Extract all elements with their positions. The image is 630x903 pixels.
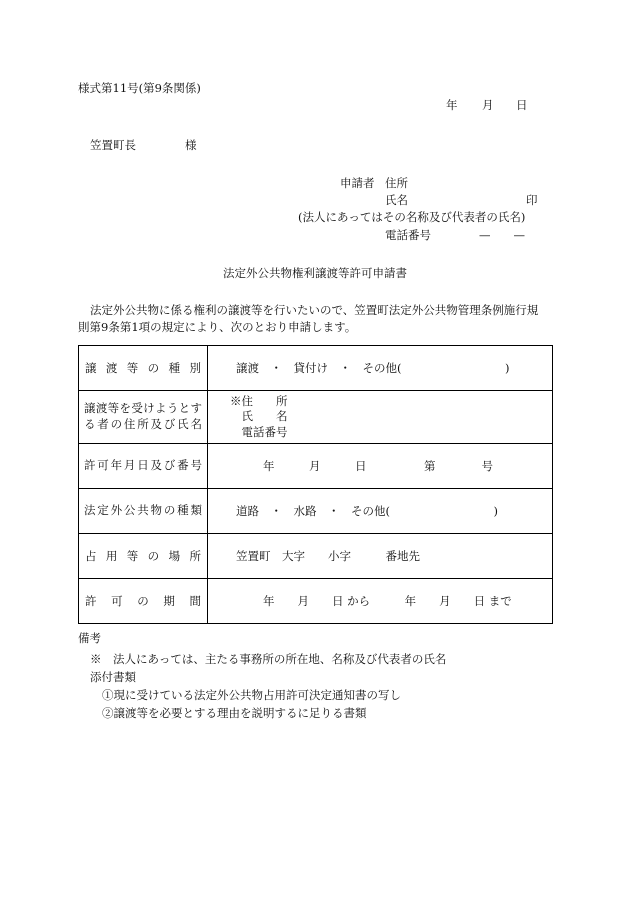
- label-char: の: [147, 361, 160, 375]
- date-month-label: 月: [482, 98, 494, 112]
- applicant-phone-dashes: — —: [479, 228, 525, 242]
- label-char: 許: [85, 594, 97, 608]
- document-title: 法定外公共物権利譲渡等許可申請書: [223, 266, 407, 280]
- label-text: 許可年月日及び番号: [84, 458, 202, 473]
- label-char: 用: [105, 549, 118, 563]
- applicant-label: 申請者: [340, 176, 375, 190]
- body-text-line-2: 則第9条第1項の規定により、次のとおり申請します。: [78, 320, 357, 334]
- transfer-type-value: 譲渡 ・ 貸付け ・ その他( ): [208, 346, 553, 391]
- label-char: 間: [189, 594, 201, 608]
- form-number: 様式第11号(第9条関係): [78, 81, 201, 95]
- label-char: 可: [111, 594, 123, 608]
- label-char: 譲: [85, 361, 97, 375]
- attachment-item-2: ②譲渡等を必要とする理由を説明するに足りる書類: [102, 706, 367, 720]
- label-char: 占: [85, 549, 97, 563]
- transferee-value: [208, 391, 553, 444]
- application-table: [78, 345, 553, 624]
- label-char: 所: [189, 549, 201, 563]
- applicant-name-label: 氏名: [385, 193, 408, 207]
- label-char: 期: [163, 594, 175, 608]
- label-char: の: [147, 549, 160, 563]
- corporate-note: (法人にあってはその名称及び代表者の氏名): [298, 210, 526, 224]
- label-char: 別: [189, 361, 201, 375]
- attachments-heading: 添付書類: [90, 670, 136, 684]
- seal-mark: 印: [526, 193, 538, 207]
- label-char: 等: [126, 549, 139, 563]
- label-char: の: [137, 594, 149, 608]
- public-property-type-value: 道路 ・ 水路 ・ その他( ): [208, 489, 553, 534]
- transferee-phone-label: 電話番号: [230, 424, 288, 439]
- label-char: 渡: [105, 361, 118, 375]
- occupancy-location-value: 笠置町 大字 小字 番地先: [208, 534, 553, 579]
- transferee-address-label: ※住 所: [230, 393, 288, 408]
- table-row: [79, 391, 553, 444]
- permit-period-label: [79, 579, 208, 624]
- public-property-type-label: [79, 489, 208, 534]
- permit-date-number-value: 年 月 日 第 号: [208, 444, 553, 489]
- body-text-line-1: 法定外公共物に係る権利の譲渡等を行いたいので、笠置町法定外公共物管理条例施行規: [90, 303, 539, 317]
- occupancy-location-label: [79, 534, 208, 579]
- table-row: [79, 444, 553, 489]
- table-row: [79, 489, 553, 534]
- attachment-item-1: ①現に受けている法定外公共物占用許可決定通知書の写し: [102, 688, 401, 702]
- label-text: 法定外公共物の種類: [84, 503, 202, 518]
- date-year-label: 年: [446, 98, 458, 112]
- addressee: 笠置町長: [90, 138, 136, 152]
- table-row: [79, 534, 553, 579]
- label-line: 譲渡等を受けようとす: [84, 401, 202, 416]
- label-char: 種: [168, 361, 181, 375]
- applicant-address-label: 住所: [385, 176, 408, 190]
- table-row: [79, 346, 553, 391]
- permit-date-number-label: [79, 444, 208, 489]
- date-day-label: 日: [516, 98, 528, 112]
- label-line: る者の住所及び氏名: [84, 417, 202, 431]
- applicant-phone-label: 電話番号: [385, 228, 431, 242]
- transferee-name-label: 氏 名: [230, 409, 288, 424]
- transfer-type-label: [79, 346, 208, 391]
- label-char: 場: [168, 549, 181, 563]
- transferee-label: [79, 391, 208, 444]
- notes-heading: 備考: [78, 631, 101, 645]
- table-row: [79, 579, 553, 624]
- permit-period-value: 年 月 日 から 年 月 日 まで: [208, 579, 553, 624]
- label-char: 等: [126, 361, 139, 375]
- addressee-honorific: 様: [185, 138, 197, 152]
- notes-asterisk: ※ 法人にあっては、主たる事務所の所在地、名称及び代表者の氏名: [90, 652, 447, 666]
